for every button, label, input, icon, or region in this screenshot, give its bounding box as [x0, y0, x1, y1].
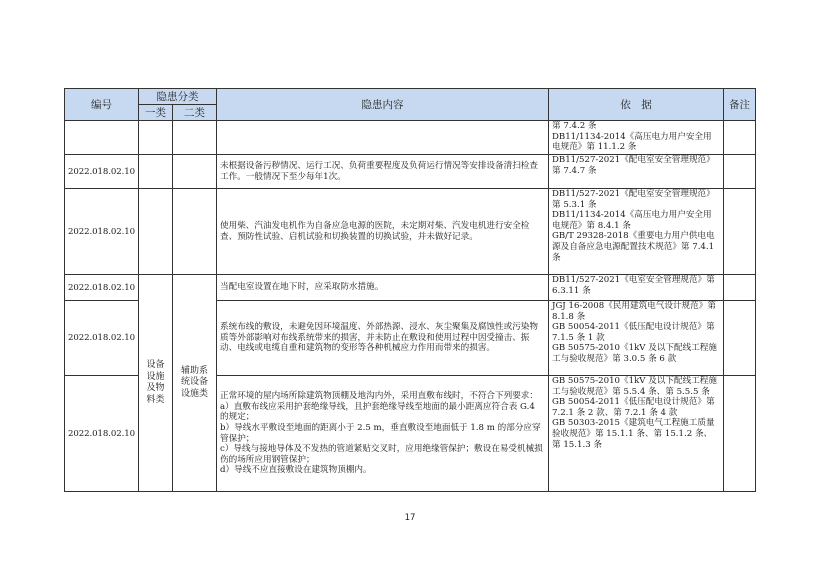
row-number	[65, 121, 139, 155]
header-class1: 一类	[139, 105, 173, 121]
row-basis: 第 7.4.2 条 DB11/1134-2014《高压电力用户安全用电规范》第 11.1.2 条	[549, 121, 724, 155]
table-row	[65, 121, 756, 155]
header-class2: 二类	[173, 105, 217, 121]
row-content: 未根据设备污秽情况、运行工况、负荷重要程度及负荷运行情况等安排设备清扫检查工作。一般情况下至少每年1次。	[217, 155, 549, 189]
row-content: 系统布线的敷设，未避免因环境温度、外部热源、浸水、灰尘聚集及腐蚀性或污染物质等外部影响对布线系统带来的损害，并未防止在敷设和使用过程中因受撞击、振动、电线或电缆自重和建筑物的变形等各种机械应力作用而带来的损害。	[217, 301, 549, 376]
header-remarks: 备注	[724, 89, 756, 121]
row-remarks	[724, 121, 756, 155]
row-basis: DB11/527-2021《电室安全管理规范》第 6.3.11 条	[549, 275, 724, 301]
row-remarks	[724, 155, 756, 189]
page-number: 17	[404, 513, 416, 523]
row-class2	[173, 189, 217, 275]
row-class2	[173, 155, 217, 189]
row-content	[217, 121, 549, 155]
row-remarks	[724, 275, 756, 301]
row-class1	[139, 121, 173, 155]
row-content: 使用柴、汽油发电机作为自备应急电源的医院，未定期对柴、汽发电机进行安全检查、预防性试验、启机试验和切换装置的切换试验，并未做好记录。	[217, 189, 549, 275]
row-basis: GB 50575-2010《1kV 及以下配线工程施工与验收规范》第 5.5.4 条、第 5.5.5 条 GB 50054-2011《低压配电设计规范》第 7.2.1 条 2 款、第 7.2.1 条 4 款 GB 50303-2015《建筑电气工程施工质量验收规范》第 15.1.1 条、第 15.1.2 条、第 15.1.3 条	[549, 376, 724, 492]
table-row	[65, 155, 756, 189]
row-remarks	[724, 301, 756, 376]
header-number: 编号	[65, 89, 139, 121]
row-remarks	[724, 189, 756, 275]
row-basis: JGJ 16-2008《民用建筑电气设计规范》第 8.1.8 条 GB 50054-2011《低压配电设计规范》第 7.1.5 条 1 款 GB 50575-2010《1kV 及以下配线工程施工与验收规范》第 3.0.5 条 6 款	[549, 301, 724, 376]
row-class1	[139, 155, 173, 189]
header-content: 隐患内容	[217, 89, 549, 121]
row-basis: DB11/527-2021《配电室安全管理规范》第 7.4.7 条	[549, 155, 724, 189]
row-content: 当配电室设置在地下时，应采取防水措施。	[217, 275, 549, 301]
table-row	[65, 189, 756, 275]
table-row	[65, 275, 756, 301]
category-class1-cell: 设备 设施 及物 料类	[139, 275, 173, 492]
row-number: 2022.018.02.10	[65, 376, 139, 492]
category-class2-cell: 辅助系 统设备 设施类	[173, 275, 217, 492]
row-class1	[139, 189, 173, 275]
hazard-table	[64, 88, 756, 492]
row-number: 2022.018.02.10	[65, 275, 139, 301]
row-remarks	[724, 376, 756, 492]
row-number: 2022.018.02.10	[65, 155, 139, 189]
header-category: 隐患分类	[139, 89, 217, 105]
row-basis: DB11/527-2021《配电室安全管理规范》第 5.3.1 条 DB11/1134-2014《高压电力用户安全用电规范》第 8.4.1 条 GB/T 29328-2018《重要电力用户供电电源及自备应急电源配置技术规范》第 7.4.1 条	[549, 189, 724, 275]
header-basis: 依 据	[549, 89, 724, 121]
row-class2	[173, 121, 217, 155]
row-content: 正常环境的屋内场所除建筑物顶棚及地沟内外，采用直敷布线时，不符合下列要求： a）直敷布线应采用护套绝缘导线，且护套绝缘导线至地面的最小距离应符合表 G.4 的规定； b）导线水平敷设至地面的距离小于 2.5 m，垂直敷设至地面低于 1.8 m 的部分应穿管保护； c）导线与接地导体及不发热的管道紧贴交叉时，应用绝缘管保护；敷设在易受机械损伤的场所应用钢管保护； d）导线不应直接敷设在建筑物顶棚内。	[217, 376, 549, 492]
row-number: 2022.018.02.10	[65, 189, 139, 275]
row-number: 2022.018.02.10	[65, 301, 139, 376]
